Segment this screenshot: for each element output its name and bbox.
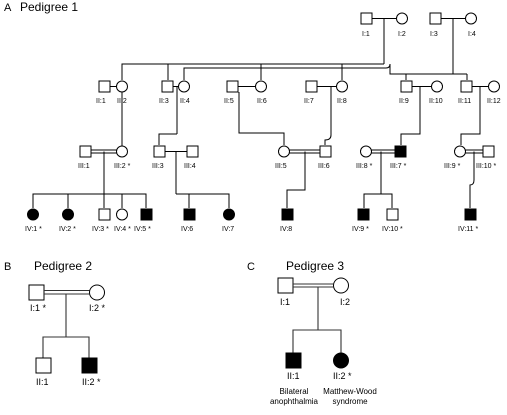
pedigree-1-II9-male-unaffected [401,81,412,92]
pedigree-3-II2-female-affected [334,353,349,368]
pedigree-1-IV8-male-affected [282,209,293,220]
pedigree-1-II1-male-unaffected [99,81,110,92]
label-I3: I:3 [430,31,438,38]
pedigree-3-I1-male-unaffected [278,278,293,293]
pedigree-1-IV6-male-affected [184,209,195,220]
label-III6: III:6 [318,163,330,170]
label-IV8: IV:8 [280,226,293,233]
pedigree-2-I2-female-unaffected [90,285,105,300]
label-III9: III:9 * [444,163,461,170]
phenotype-p3-II2-line2: syndrome [332,397,368,406]
panel-b [4,259,106,387]
pedigree-1-III6-male-unaffected [320,146,331,157]
pedigree-1-IV11-male-affected [465,209,476,220]
label-II8: II:8 [337,98,347,105]
pedigree-1-II7-male-unaffected [306,81,317,92]
label-I2: I:2 [398,31,406,38]
pedigree-1-IV7-female-affected [224,209,235,220]
label-p2-II2: II:2 * [82,377,101,387]
label-IV3: IV:3 * [92,226,109,233]
pedigree-1-IV10-male-unaffected [387,209,398,220]
generation-ii [96,81,501,105]
label-III10: III:10 * [476,163,497,170]
label-III2: III:2 * [114,163,131,170]
pedigree-1-III10-male-unaffected [483,146,494,157]
pedigree-1-I3-male-unaffected [430,13,441,24]
label-II12: II:12 [487,98,501,105]
panel-b-letter: B [4,261,12,273]
label-IV11: IV:11 * [458,226,479,233]
label-IV1: IV:1 * [25,226,42,233]
panel-a [4,0,501,233]
label-II7: II:7 [304,98,314,105]
panel-c [247,259,377,406]
label-I4: I:4 [468,31,476,38]
sibship-lines-gen-ii [122,62,467,80]
label-II11: II:11 [458,98,472,105]
pedigree-1-II5-male-unaffected [227,81,238,92]
label-III1: III:1 [78,163,90,170]
label-I1: I:1 [362,31,370,38]
pedigree-1-III5-female-unaffected [279,146,290,157]
pedigree-1-II8-female-unaffected [337,81,348,92]
descent-lines-gen-iv [33,152,474,209]
label-IV6: IV:6 [181,226,194,233]
label-p3-II1: II:1 [287,371,300,381]
label-IV4: IV:4 * [114,226,131,233]
label-III7: III:7 * [390,163,407,170]
label-p3-II2: II:2 * [333,371,352,381]
label-p2-I1: I:1 * [30,303,47,313]
sibship-line [43,337,89,358]
pedigree-1-II2-female-unaffected [117,81,128,92]
label-p3-I1: I:1 [280,297,291,307]
label-II1: II:1 [96,98,106,105]
pedigree-1-III9-female-unaffected [455,146,466,157]
label-II5: II:5 [224,98,234,105]
label-IV10: IV:10 * [382,226,403,233]
descent-lines-gen-iii [122,87,480,151]
pedigree-1-III1-male-unaffected [80,146,91,157]
label-II4: II:4 [180,98,190,105]
label-IV9: IV:9 * [352,226,369,233]
label-II6: II:6 [257,98,267,105]
generation-i [361,13,477,74]
panel-b-title: Pedigree 2 [34,259,93,273]
pedigree-1-III8-female-unaffected [361,146,372,157]
pedigree-1-II10-female-unaffected [432,81,443,92]
sibship-line [293,330,341,353]
label-III4: III:4 [184,163,196,170]
pedigree-3-II1-male-affected [286,353,301,368]
label-II10: II:10 [429,98,443,105]
label-II9: II:9 [399,98,409,105]
label-IV2: IV:2 * [59,226,76,233]
generation-iv [25,209,479,233]
pedigree-1-II11-male-unaffected [461,81,472,92]
pedigree-1-III2-female-unaffected [117,146,128,157]
panel-c-title: Pedigree 3 [286,259,345,273]
generation-iii [78,146,497,170]
pedigree-1-IV3-male-unaffected [99,209,110,220]
pedigree-1-III4-male-unaffected [187,146,198,157]
pedigree-1-IV1-female-affected [28,209,39,220]
label-III8: III:8 * [356,163,373,170]
panel-a-letter: A [4,2,12,14]
label-III3: III:3 [152,163,164,170]
pedigree-1-IV2-female-affected [63,209,74,220]
label-II3: II:3 [159,98,169,105]
phenotype-p3-II2-line1: Matthew-Wood [323,387,377,396]
pedigree-1-III7-male-affected [395,146,406,157]
pedigree-1-I2-female-unaffected [397,13,408,24]
panel-c-letter: C [247,261,255,273]
pedigree-1-IV9-male-affected [358,209,369,220]
pedigree-1-II3-male-unaffected [162,81,173,92]
pedigree-1-I1-male-unaffected [361,13,372,24]
pedigree-2-II1-male-unaffected [36,358,51,373]
phenotype-p3-II1-line1: Bilateral [279,387,309,396]
panel-a-title: Pedigree 1 [20,0,79,14]
label-p2-I2: I:2 * [89,303,106,313]
pedigree-3-I2-female-unaffected [334,278,349,293]
pedigree-1-II12-female-unaffected [489,81,500,92]
label-IV5: IV:5 * [134,226,151,233]
pedigree-2-I1-male-unaffected [29,285,44,300]
label-p3-I2: I:2 [340,297,351,307]
pedigree-1-IV5-male-affected [141,209,152,220]
label-II2: II:2 [117,98,127,105]
pedigree-1-IV4-female-unaffected [117,209,128,220]
phenotype-p3-II1-line2: anophthalmia [269,397,319,406]
label-III5: III:5 [275,163,287,170]
label-p2-II1: II:1 [36,377,49,387]
pedigree-1-II4-female-unaffected [179,81,190,92]
pedigree-2-II2-male-affected [82,358,97,373]
pedigree-1-I4-female-unaffected [466,13,477,24]
label-IV7: IV:7 [222,226,235,233]
pedigree-1-III3-male-unaffected [154,146,165,157]
pedigree-1-II6-female-unaffected [256,81,267,92]
